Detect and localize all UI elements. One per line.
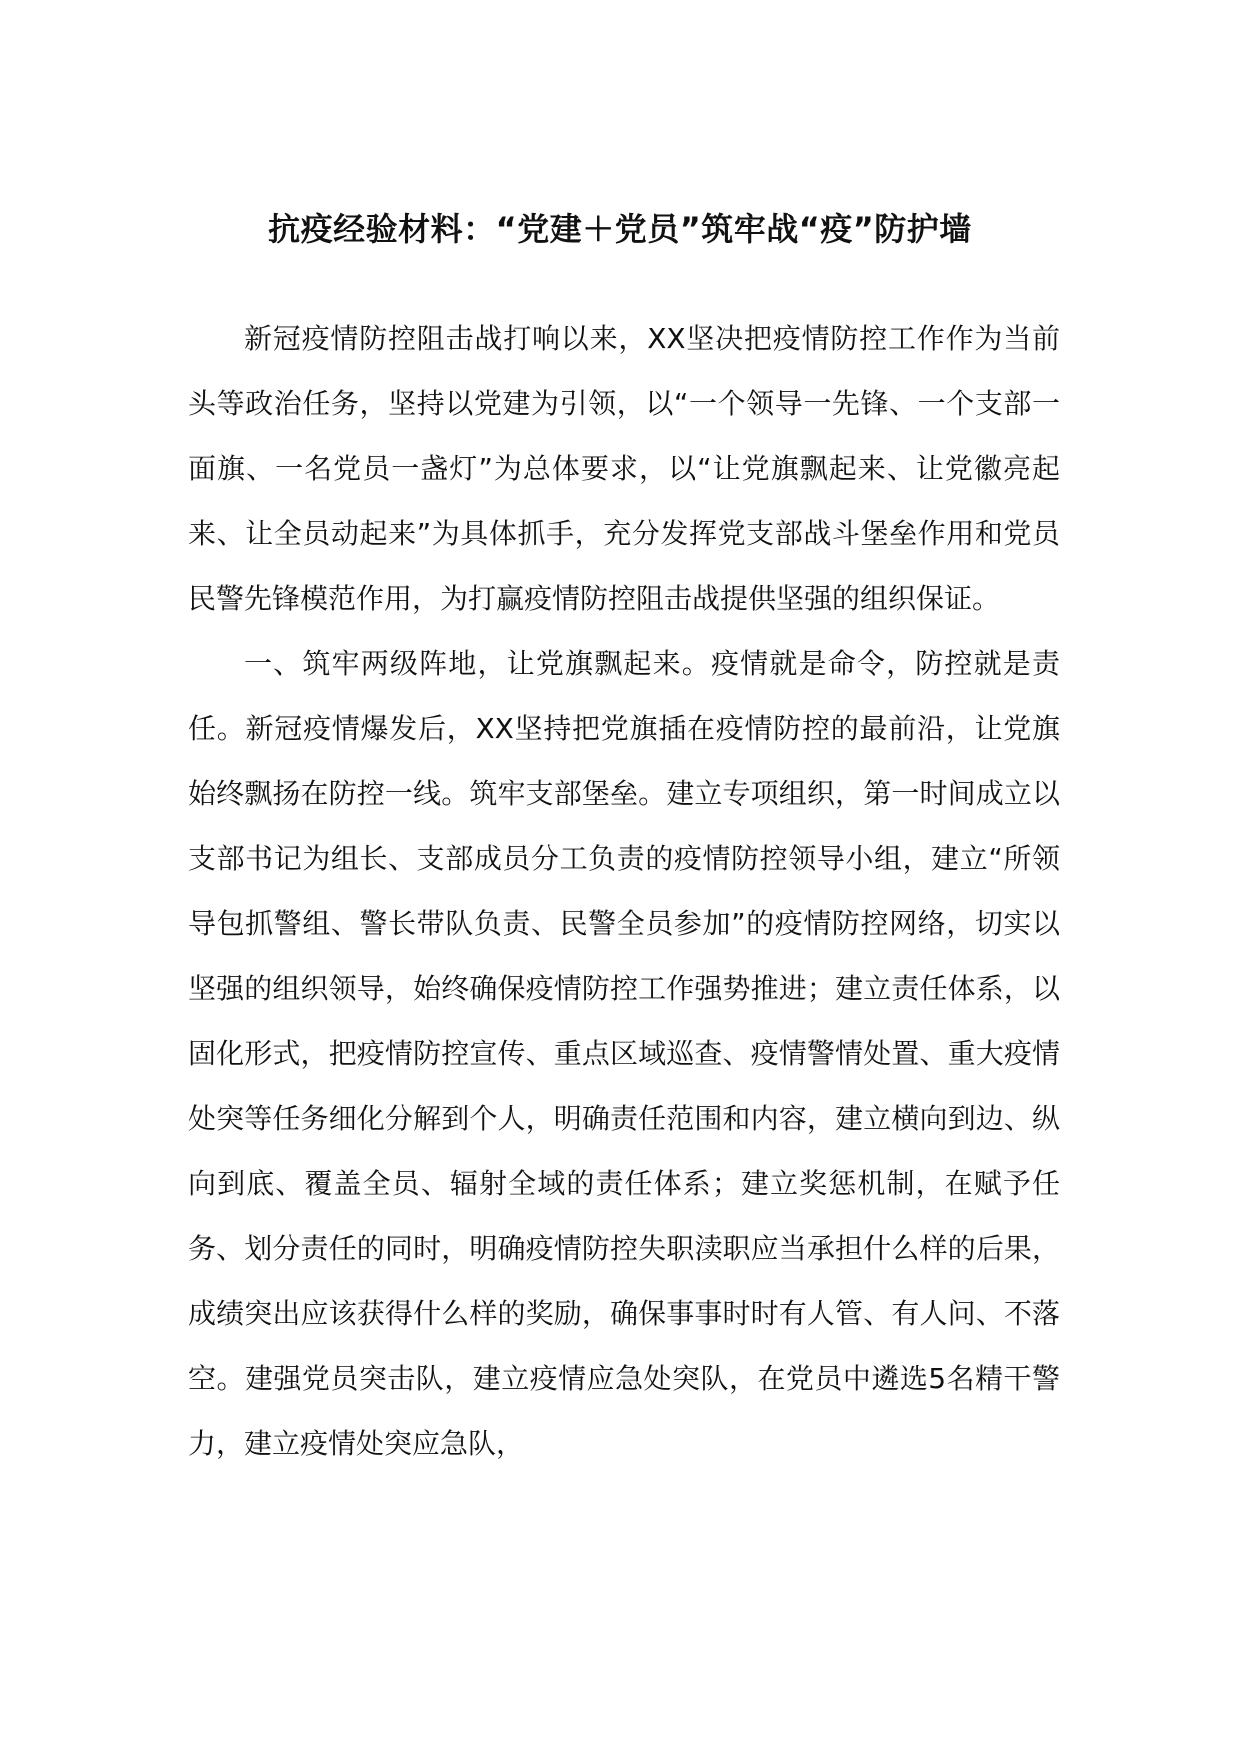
paragraph-intro: 新冠疫情防控阻击战打响以来，XX坚决把疫情防控工作作为当前头等政治任务，坚持以党建为引领，以“一个领导一先锋、一个支部一面旗、一名党员一盏灯”为总体要求，以“让党旗飘起来、让党徽亮起来、让全员动起来”为具体抓手，充分发挥党支部战斗堡垒作用和党员民警先锋模范作用，为打赢疫情防控阻击战提供坚强的组织保证。	[188, 322, 1060, 615]
document-title: 抗疫经验材料：“党建＋党员”筑牢战“疫”防护墙	[268, 210, 972, 248]
document-body	[188, 306, 1060, 1476]
paragraph-section-one: 一、筑牢两级阵地，让党旗飘起来。疫情就是命令，防控就是责任。新冠疫情爆发后，XX坚持把党旗插在疫情防控的最前沿，让党旗始终飘扬在防控一线。筑牢支部堡垒。建立专项组织，第一时间成立以支部书记为组长、支部成员分工负责的疫情防控领导小组，建立“所领导包抓警组、警长带队负责、民警全员参加”的疫情防控网络，切实以坚强的组织领导，始终确保疫情防控工作强势推进；建立责任体系，以固化形式，把疫情防控宣传、重点区域巡查、疫情警情处置、重大疫情处突等任务细化分解到个人，明确责任范围和内容，建立横向到边、纵向到底、覆盖全员、辐射全域的责任体系；建立奖惩机制，在赋予任务、划分责任的同时，明确疫情防控失职渎职应当承担什么样的后果，成绩突出应该获得什么样的奖励，确保事事时时有人管、有人问、不落空。建强党员突击队，建立疫情应急处突队，在党员中遴选5名精干警力，建立疫情处突应急队，	[188, 647, 1060, 1460]
